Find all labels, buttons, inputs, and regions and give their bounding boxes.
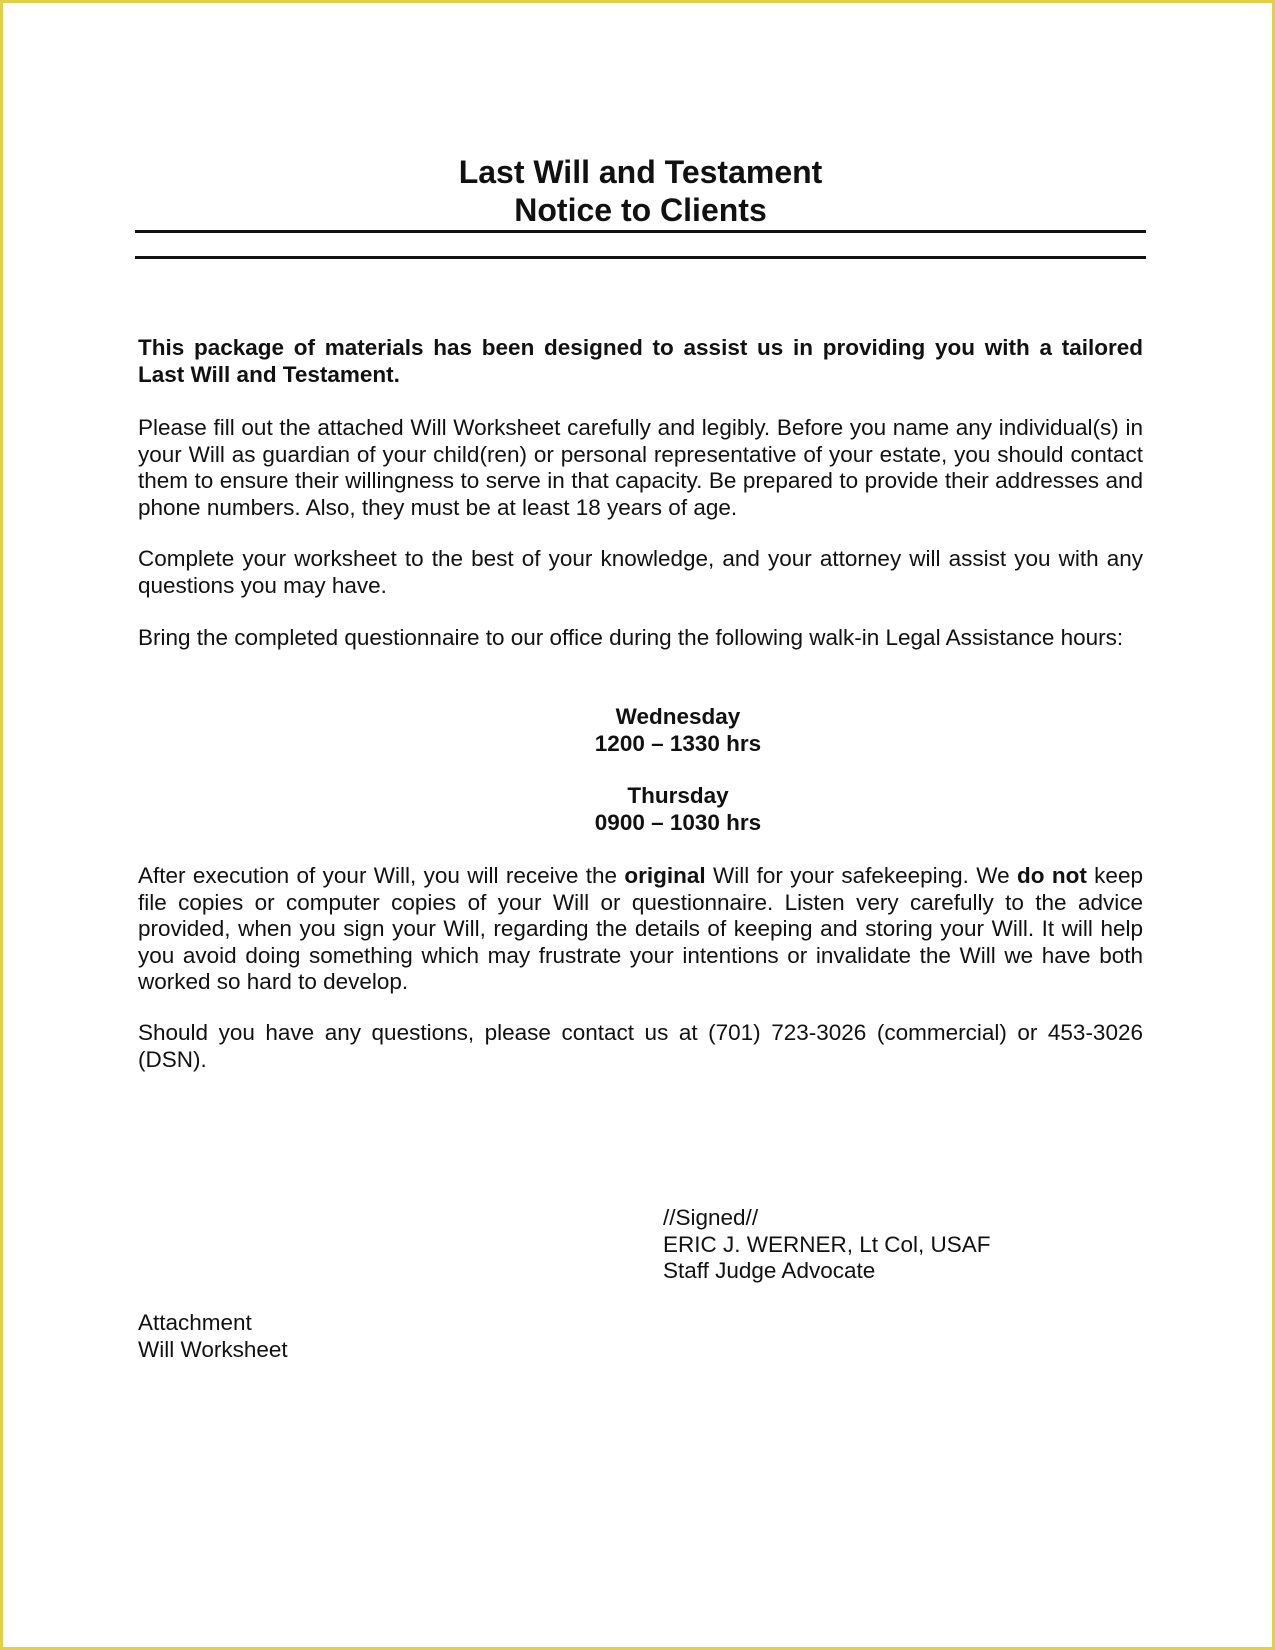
hours-block-thursday (353, 783, 1003, 836)
signature-title: Staff Judge Advocate (663, 1258, 876, 1283)
after-bold-do-not: do not (1017, 863, 1087, 888)
title-rule-top (135, 230, 1146, 233)
hours-day: Thursday (627, 783, 729, 808)
after-bold-original: original (624, 863, 706, 888)
title-line-1: Last Will and Testament (458, 154, 823, 190)
contact-paragraph: Should you have any questions, please contact us at (701) 723-3026 (commercial) or 453-3026 (DSN). (138, 1020, 1143, 1072)
attachment-block (138, 1310, 288, 1363)
intro-paragraph: This package of materials has been designed to assist us in providing you with a tailored Last Will and Testament. (138, 335, 1143, 387)
fill-out-paragraph: Please fill out the attached Will Worksheet carefully and legibly. Before you name any individual(s) in your Will as guardian of your child(ren) or personal representative of your estate, you should contact them to ensure their willingness to serve in that capacity. Be prepared to provide their addresses and phone numbers. Also, they must be at least 18 years of age. (138, 415, 1143, 520)
complete-paragraph: Complete your worksheet to the best of your knowledge, and your attorney will assist you with any questions you may have. (138, 546, 1143, 598)
signature-block (663, 1205, 991, 1285)
signature-name: ERIC J. WERNER, Lt Col, USAF (663, 1231, 991, 1257)
hours-day: Wednesday (615, 704, 741, 729)
bring-paragraph: Bring the completed questionnaire to our office during the following walk-in Legal Assistance hours: (138, 625, 1124, 650)
signature-signed: //Signed// (663, 1205, 759, 1230)
document-title (135, 153, 1146, 229)
after-text-3: keep file copies or computer copies of your Will or questionnaire. Listen very carefully to the advice provided, when you sign your Will, regarding the details of keeping and storing your Will. It will help you avoid doing something which may frustrate your intentions or invalidate the Will we have both worked so hard to develop. (138, 863, 1143, 994)
after-text-2: Will for your safekeeping. We (705, 863, 1017, 888)
hours-block-wednesday (353, 704, 1003, 757)
hours-time: 0900 – 1030 hrs (594, 809, 762, 835)
title-line-2: Notice to Clients (514, 192, 767, 228)
attachment-label: Attachment (138, 1310, 252, 1335)
after-execution-paragraph (138, 863, 1143, 996)
title-rule-bottom (135, 256, 1146, 259)
hours-time: 1200 – 1330 hrs (594, 730, 762, 756)
attachment-item: Will Worksheet (138, 1336, 288, 1362)
after-text-1: After execution of your Will, you will receive the (138, 863, 625, 888)
